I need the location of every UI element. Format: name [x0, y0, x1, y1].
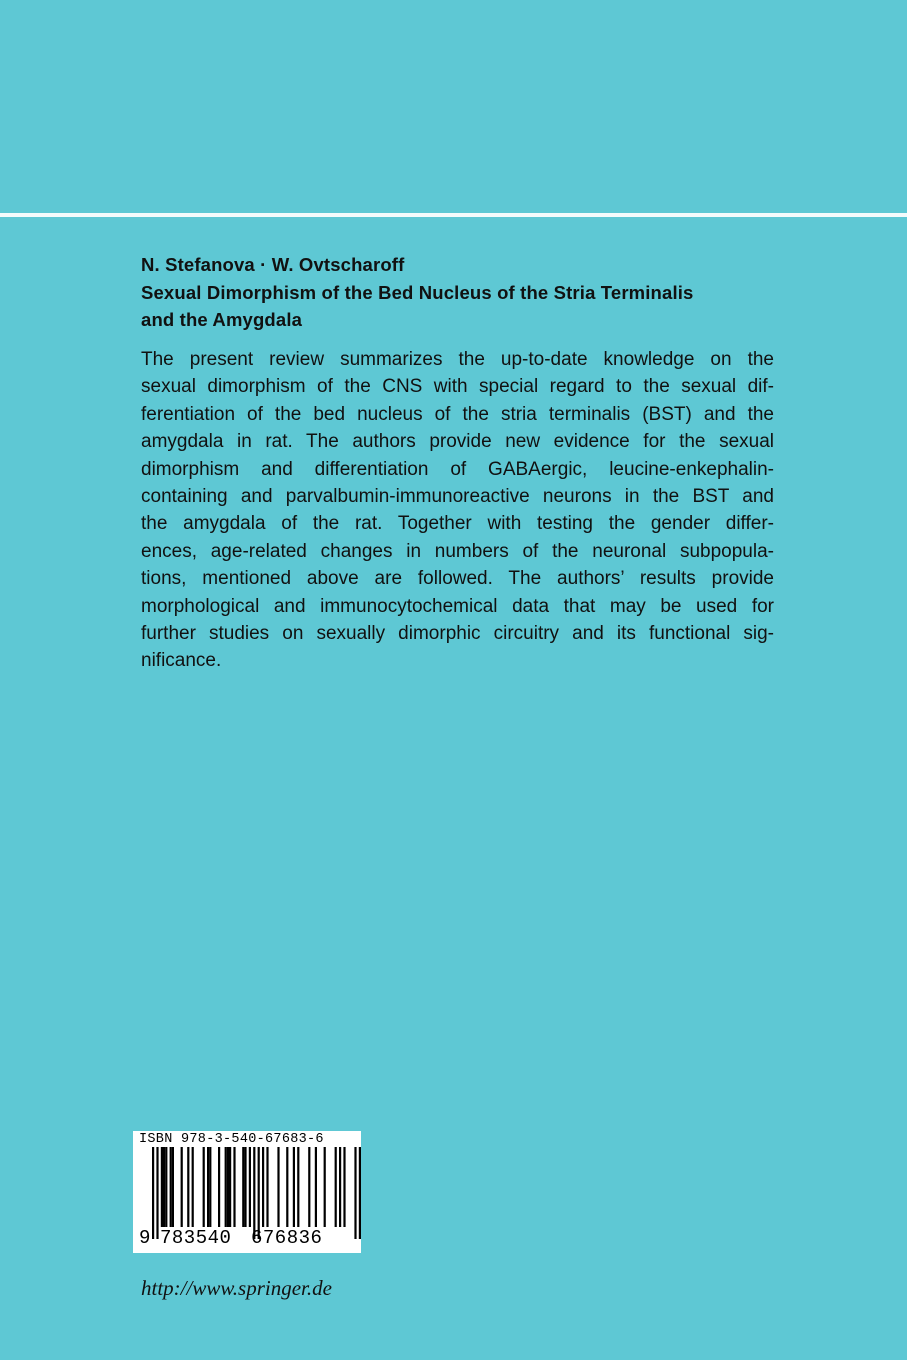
barcode-guard-bar	[253, 1147, 255, 1239]
abstract-line: ences, age-related changes in numbers of the neuronal subpopula-	[141, 540, 774, 562]
abstract-line: sexual dimorphism of the CNS with special regard to the sexual dif-	[141, 376, 774, 398]
abstract-line: tions, mentioned above are followed. The authors’ results provide	[141, 568, 774, 590]
barcode-bar	[266, 1147, 268, 1227]
barcode-guard-bar	[152, 1147, 154, 1239]
barcode-bar	[207, 1147, 209, 1227]
barcode-bar	[170, 1147, 172, 1227]
ean-right-group: 676836	[251, 1227, 323, 1249]
barcode-bar	[187, 1147, 189, 1227]
abstract-line: containing and parvalbumin-immunoreactive neurons in the BST and	[141, 486, 774, 508]
barcode-bar	[165, 1147, 167, 1227]
barcode-bar	[262, 1147, 264, 1227]
barcode-bar	[335, 1147, 337, 1227]
barcode-bar	[315, 1147, 317, 1227]
isbn-barcode	[133, 1131, 361, 1253]
abstract-line: morphological and immunocytochemical data that may be used for	[141, 595, 774, 617]
barcode-guard-bar	[354, 1147, 356, 1239]
ean-first-digit: 9	[139, 1227, 151, 1249]
barcode-bar	[227, 1147, 229, 1227]
book-title-line-1: Sexual Dimorphism of the Bed Nucleus of the Stria Terminalis	[141, 281, 694, 303]
barcode-bar	[242, 1147, 244, 1227]
book-header	[141, 251, 781, 334]
barcode-bar	[324, 1147, 326, 1227]
abstract-line: nificance.	[141, 650, 222, 672]
barcode-bar	[161, 1147, 163, 1227]
barcode-guard-bar	[359, 1147, 361, 1239]
barcode-bar	[218, 1147, 220, 1227]
barcode-bar	[181, 1147, 183, 1227]
barcode-bar	[209, 1147, 211, 1227]
abstract-line: the amygdala of the rat. Together with testing the gender differ-	[141, 513, 774, 535]
barcode-guard-bar	[156, 1147, 158, 1239]
barcode-bar	[244, 1147, 246, 1227]
barcode-bar	[163, 1147, 165, 1227]
barcode-bar	[286, 1147, 288, 1227]
barcode-bar	[172, 1147, 174, 1227]
barcode-bar	[249, 1147, 251, 1227]
barcode-bar	[229, 1147, 231, 1227]
barcode-bar	[297, 1147, 299, 1227]
barcode-bar	[225, 1147, 227, 1227]
isbn-label: ISBN 978-3-540-67683-6	[139, 1132, 324, 1147]
barcode-bar	[203, 1147, 205, 1227]
abstract-line: dimorphism and differentiation of GABAergic, leucine-enkephalin-	[141, 458, 774, 480]
barcode-bar	[339, 1147, 341, 1227]
authors: N. Stefanova · W. Ovtscharoff	[141, 254, 405, 275]
barcode-bar	[293, 1147, 295, 1227]
abstract-line: amygdala in rat. The authors provide new evidence for the sexual	[141, 431, 774, 453]
abstract-line: The present review summarizes the up-to-date knowledge on the	[141, 349, 774, 370]
ean-left-group: 783540	[160, 1227, 232, 1249]
abstract-line: further studies on sexually dimorphic circuitry and its functional sig-	[141, 623, 774, 645]
barcode-bar	[277, 1147, 279, 1227]
barcode-bar	[233, 1147, 235, 1227]
barcode-guard-bar	[258, 1147, 260, 1239]
abstract-line: ferentiation of the bed nucleus of the stria terminalis (BST) and the	[141, 403, 774, 425]
barcode-bar	[192, 1147, 194, 1227]
publisher-url: http://www.springer.de	[141, 1276, 332, 1300]
barcode-bar	[308, 1147, 310, 1227]
abstract	[141, 346, 774, 675]
ean-digits	[133, 1227, 361, 1251]
book-title-line-2: and the Amygdala	[141, 309, 303, 330]
barcode-bar	[343, 1147, 345, 1227]
horizontal-rule	[0, 213, 907, 217]
